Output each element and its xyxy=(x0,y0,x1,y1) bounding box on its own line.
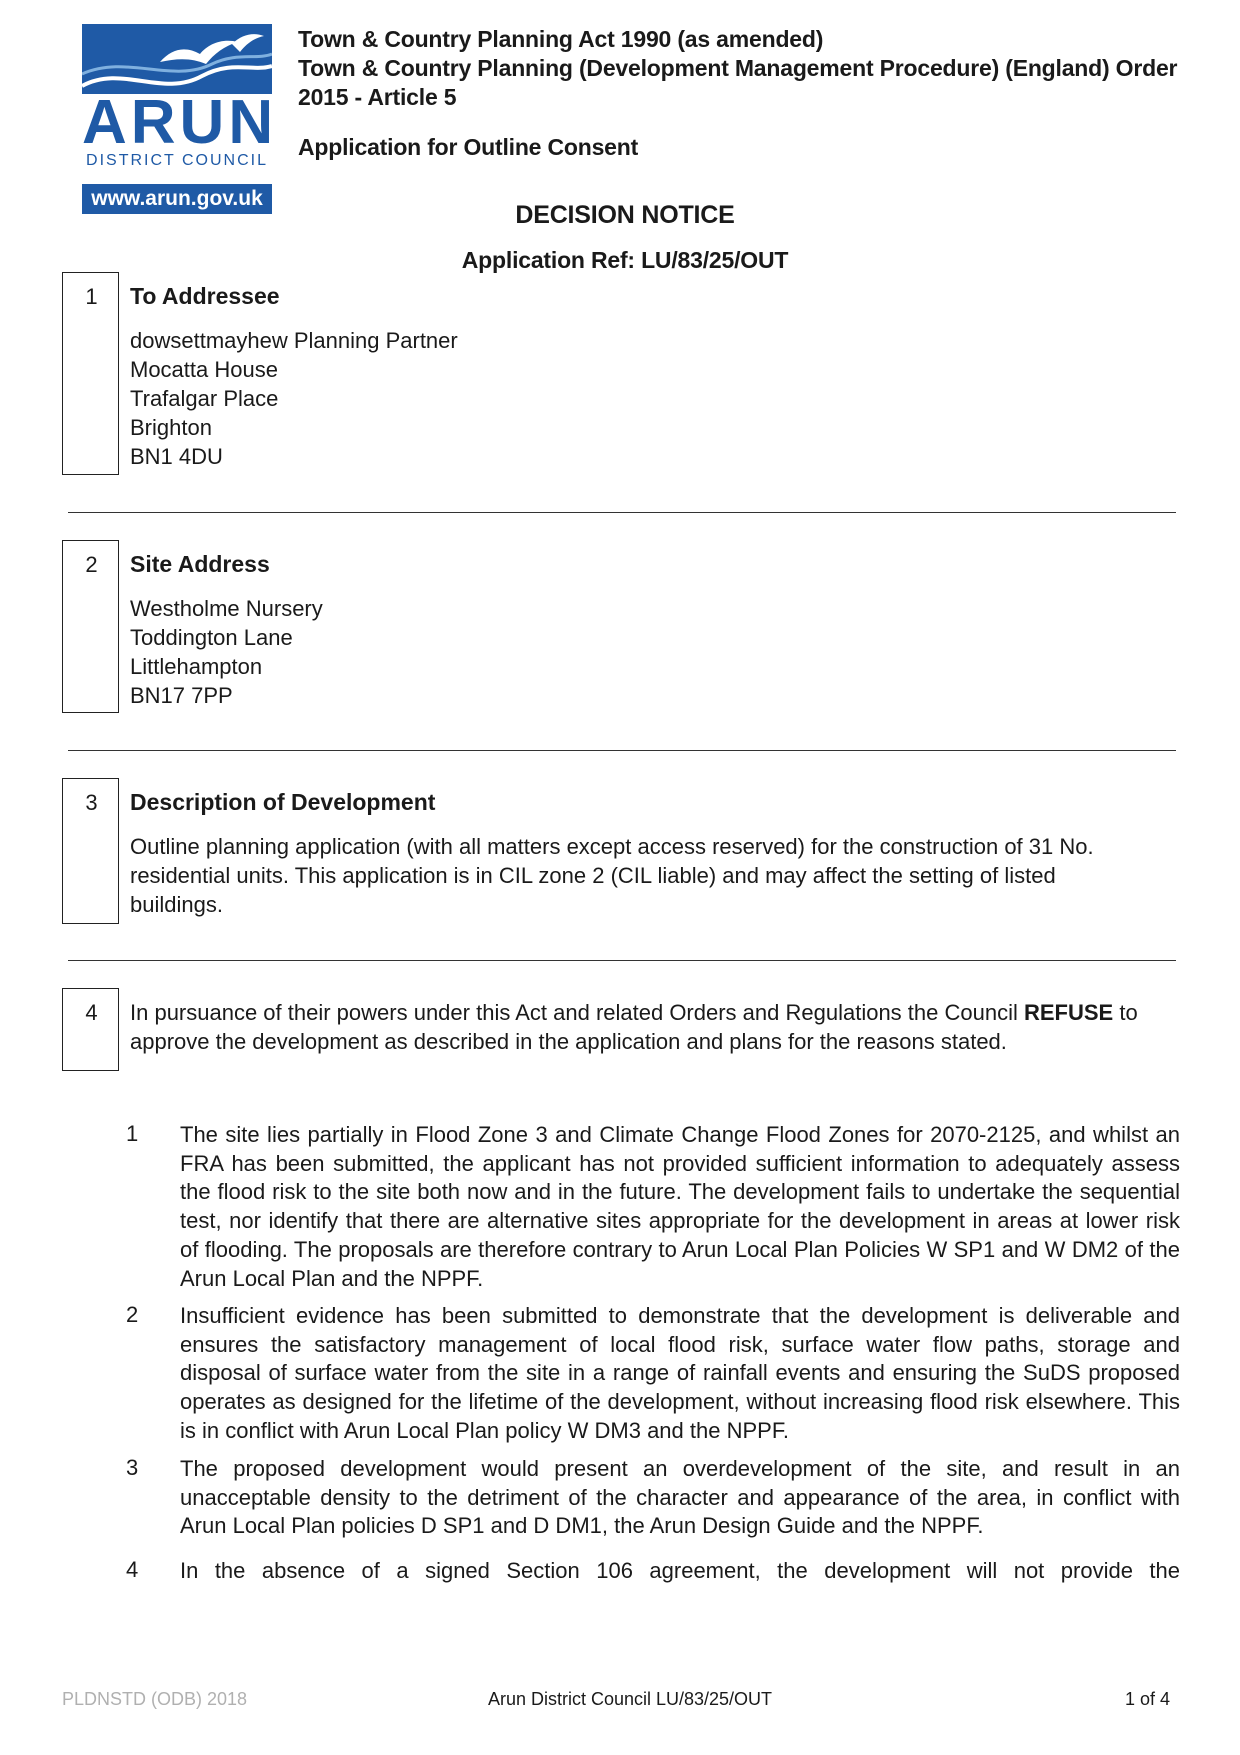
description-text: Outline planning application (with all matters except access reserved) for the construction of 31 No. residential units. This application is in CIL zone 2 (CIL liable) and may affect the setting of listed buildings. xyxy=(130,834,1094,917)
council-logo xyxy=(82,24,278,216)
reason-text: The site lies partially in Flood Zone 3 and Climate Change Flood Zones for 2070-2125, and whilst an FRA has been submitted, the applicant has not provided sufficient information to adequately assess the flood risk to the site both now and in the future. The development fails to undertake the sequential test, nor identify that there are alternative sites appropriate for the development in areas at lower risk of flooding. The proposals are therefore contrary to Arun Local Plan Policies W SP1 and W DM2 of the Arun Local Plan and the NPPF. xyxy=(180,1122,1180,1291)
site-line: Littlehampton xyxy=(130,654,263,679)
reason-text: The proposed development would present an overdevelopment of the site, and result in an unacceptable density to the detriment of the character and appearance of the area, in conflict with Arun Local Plan policies D SP1 and D DM1, the Arun Design Guide and the NPPF. xyxy=(180,1456,1180,1539)
decision-text-before: In pursuance of their powers under this Act and related Orders and Regulations the Council xyxy=(130,1000,1024,1025)
section-2-box xyxy=(62,540,119,713)
decision-text-after: to approve the development as described in the application and plans for the reasons stated. xyxy=(130,1000,1138,1054)
article-title: 2015 - Article 5 xyxy=(298,84,457,110)
description-title: Description of Development xyxy=(130,789,436,815)
section-1-box xyxy=(62,272,119,475)
reason-number: 4 xyxy=(126,1557,139,1582)
section-number: 4 xyxy=(85,1000,98,1025)
section-number: 1 xyxy=(85,284,98,309)
address-line: Mocatta House xyxy=(130,357,278,382)
addressee-title: To Addressee xyxy=(130,283,280,309)
address-line: dowsettmayhew Planning Partner xyxy=(130,328,458,353)
divider xyxy=(68,960,1176,961)
section-number: 2 xyxy=(85,552,98,577)
footer-reference: Arun District Council LU/83/25/OUT xyxy=(487,1689,773,1709)
notice-title: DECISION NOTICE xyxy=(515,201,735,229)
logo-url[interactable]: www.arun.gov.uk xyxy=(82,184,272,214)
act-title: Town & Country Planning Act 1990 (as amended) xyxy=(298,26,824,52)
decision-text xyxy=(130,998,1185,1056)
order-title: Town & Country Planning (Development Management Procedure) (England) Order xyxy=(298,55,1178,81)
site-title: Site Address xyxy=(130,551,270,577)
logo-name: ARUN xyxy=(82,88,278,157)
logo-subtitle: DISTRICT COUNCIL xyxy=(86,152,268,169)
reason-text xyxy=(180,1557,1180,1586)
section-4-box xyxy=(62,988,119,1071)
address-line: Trafalgar Place xyxy=(130,386,279,411)
divider xyxy=(68,512,1176,513)
application-ref: Application Ref: LU/83/25/OUT xyxy=(461,247,789,273)
site-line: Westholme Nursery xyxy=(130,596,323,621)
footer-form-code: PLDNSTD (ODB) 2018 xyxy=(62,1689,248,1709)
reason-text: Insufficient evidence has been submitted to demonstrate that the development is deliverable and ensures the satisfactory management of local flood risk, surface water flow paths, storage and disposal of surface water from the site in a range of rainfall events and ensuring the SuDS proposed operates as designed for the lifetime of the development, without increasing flood risk elsewhere. This is in conflict with Arun Local Plan policy W DM3 and the NPPF. xyxy=(180,1303,1180,1443)
site-lines xyxy=(130,594,323,710)
section-3-box xyxy=(62,778,119,924)
site-line: Toddington Lane xyxy=(130,625,293,650)
address-line: BN1 4DU xyxy=(130,444,223,469)
divider xyxy=(68,750,1176,751)
address-line: Brighton xyxy=(130,415,212,440)
reason-number: 2 xyxy=(126,1302,139,1327)
reason-text-partial: In the absence of a signed Section 106 agreement, the development will not provide the xyxy=(180,1558,1180,1583)
site-line: BN17 7PP xyxy=(130,683,233,708)
reason-number: 1 xyxy=(126,1121,139,1146)
page-number: 1 of 4 xyxy=(1124,1689,1170,1709)
decision-word: REFUSE xyxy=(1023,1000,1114,1025)
section-number: 3 xyxy=(85,790,98,815)
reason-number: 3 xyxy=(126,1455,139,1480)
application-type: Application for Outline Consent xyxy=(298,134,639,160)
addressee-lines xyxy=(130,326,458,471)
